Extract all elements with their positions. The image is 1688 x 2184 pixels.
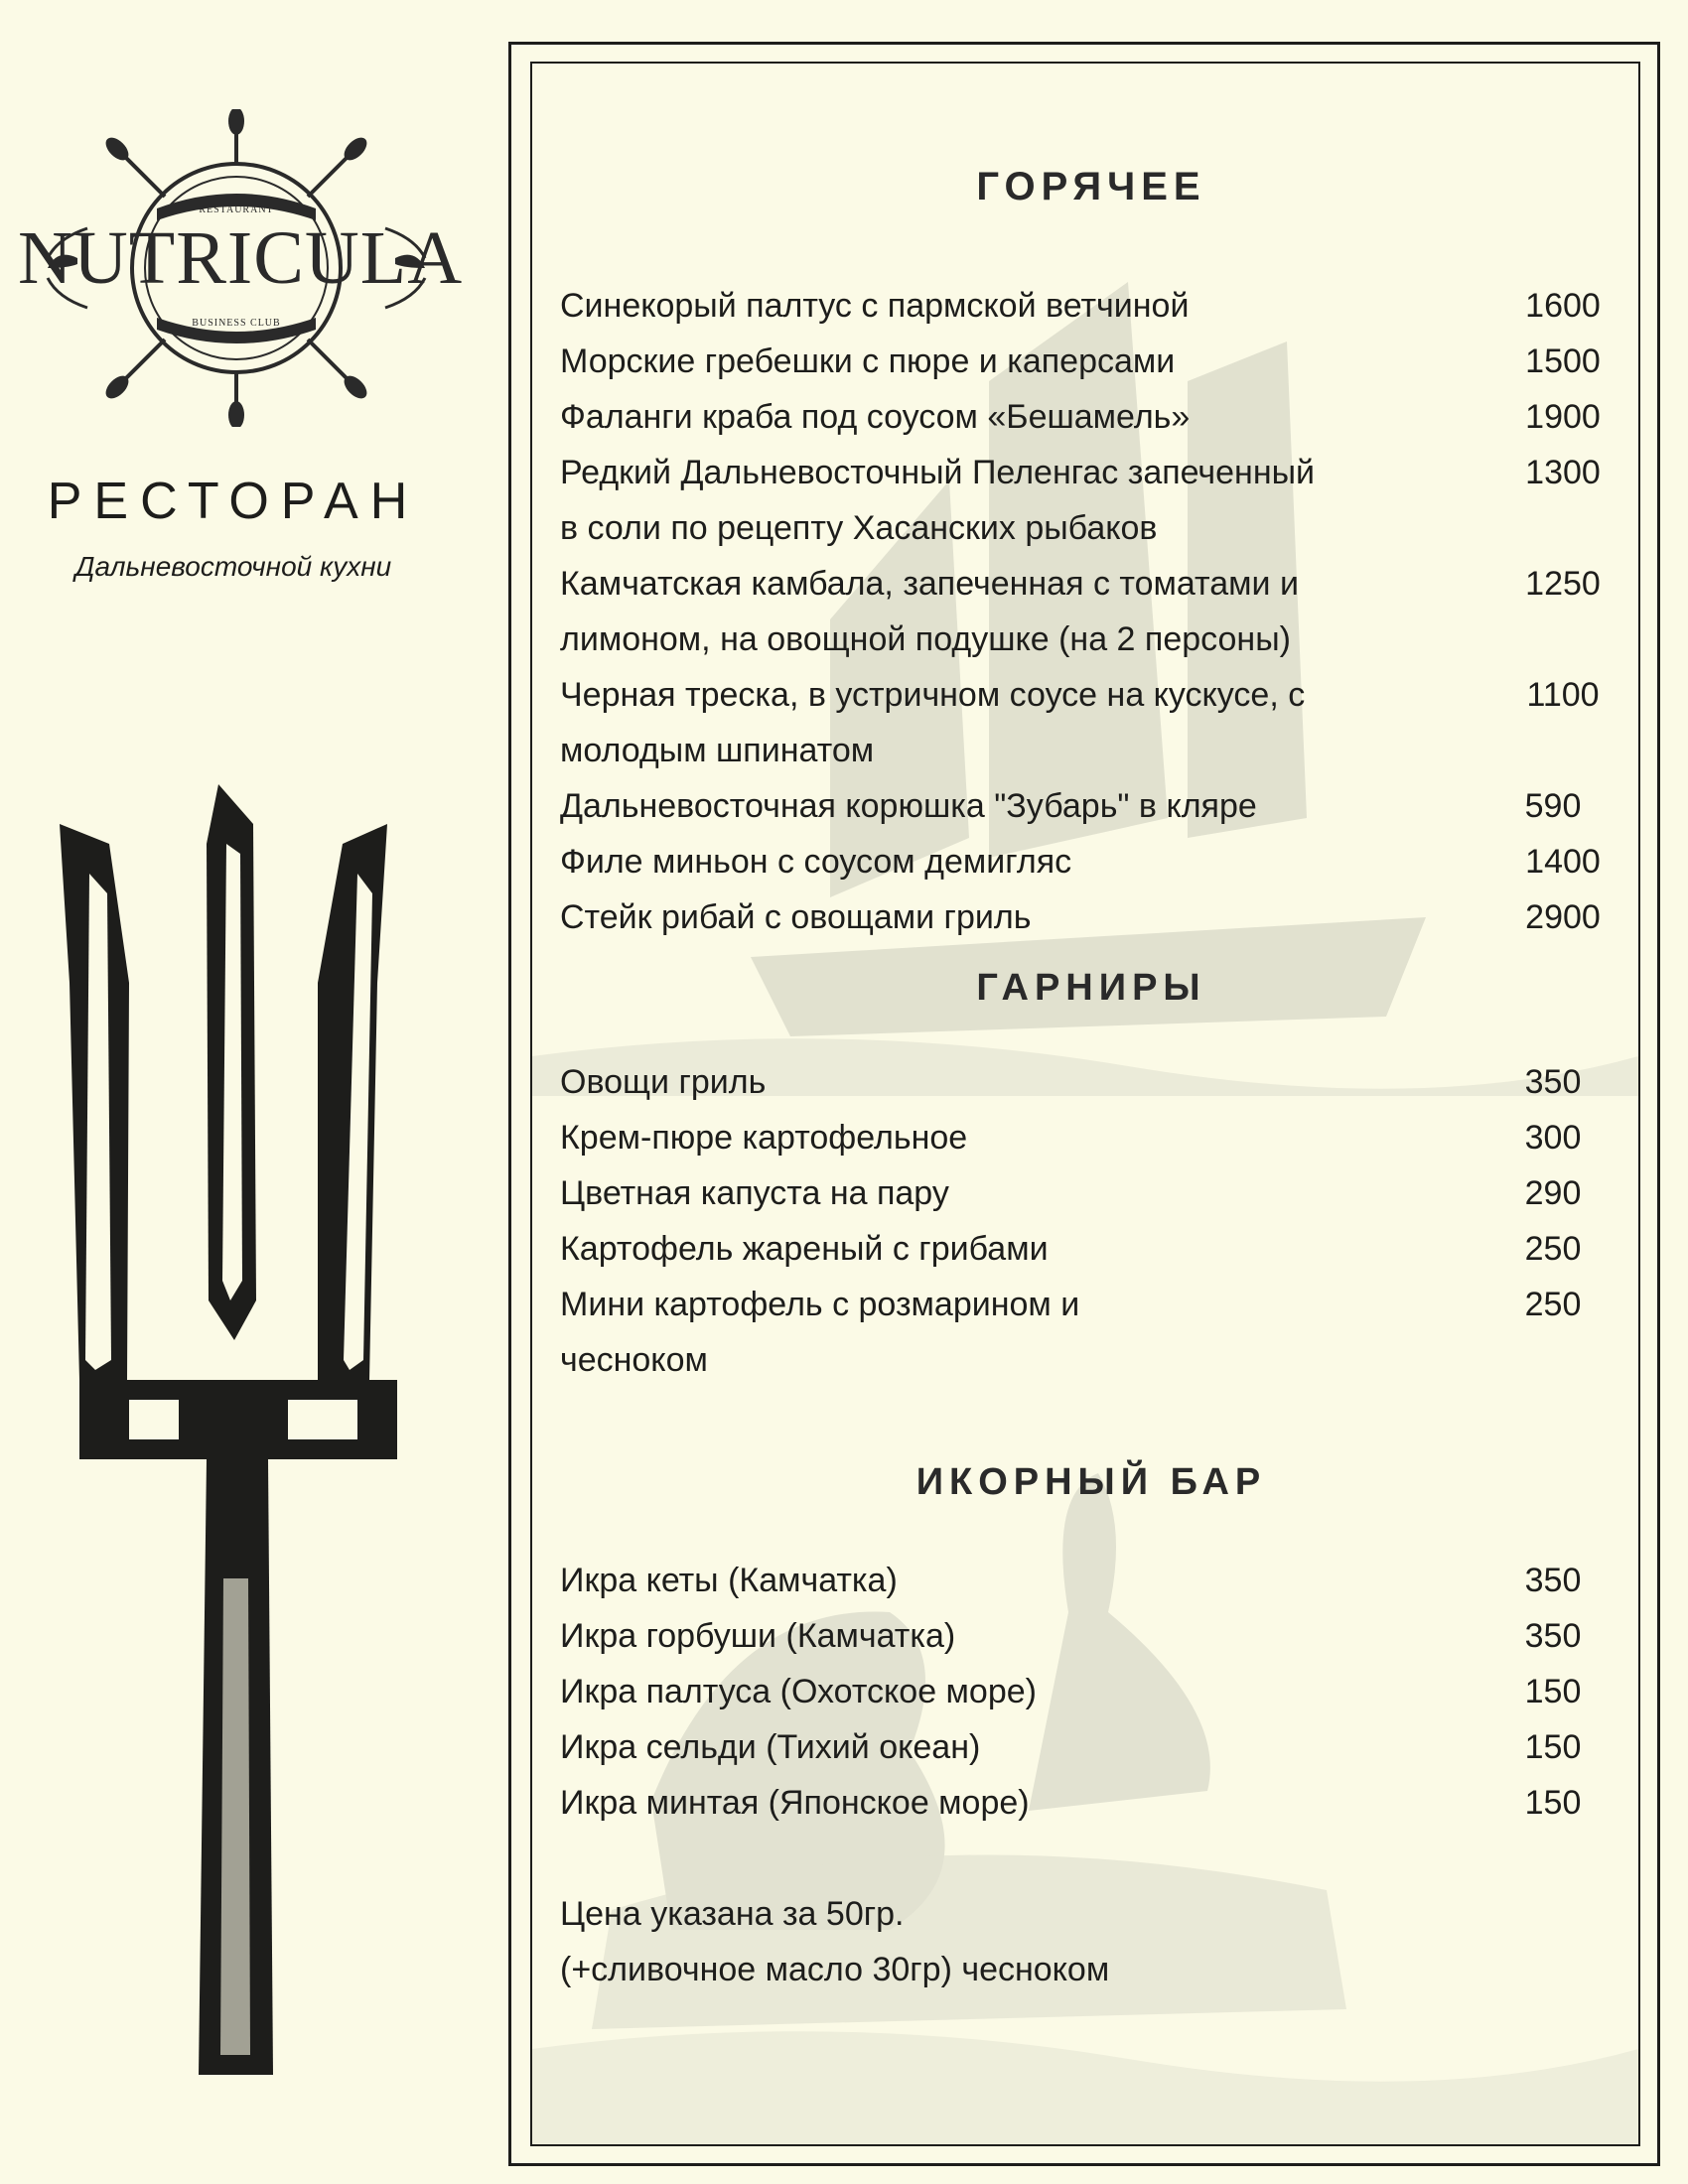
menu-item-price: 300 — [1524, 1119, 1582, 1157]
menu-item-name: Морские гребешки с пюре и каперсами — [560, 342, 1176, 380]
menu-item-name-continued: в соли по рецепту Хасанских рыбаков — [560, 509, 1158, 547]
section-title-sides: ГАРНИРЫ — [976, 967, 1206, 1009]
menu-item — [560, 1110, 1622, 1165]
menu-item — [560, 1054, 1622, 1110]
menu-item-price: 250 — [1524, 1286, 1582, 1323]
menu-item-price: 350 — [1524, 1562, 1582, 1599]
menu-item-name: Синекорый палтус с пармской ветчиной — [560, 287, 1190, 325]
menu-item-name-continued: лимоном, на овощной подушке (на 2 персоны) — [560, 620, 1291, 658]
menu-item-name: Овощи гриль — [560, 1063, 767, 1101]
menu-item-price: 1500 — [1525, 342, 1601, 380]
menu-item-name: Стейк рибай с овощами гриль — [560, 898, 1032, 936]
menu-item — [560, 1553, 1622, 1608]
section-title-hot: ГОРЯЧЕЕ — [976, 165, 1206, 208]
menu-item-price: 150 — [1524, 1728, 1582, 1766]
menu-item-name: Цветная капуста на пару — [560, 1174, 949, 1212]
menu-item-price: 150 — [1524, 1784, 1582, 1822]
menu-item-price: 2900 — [1525, 898, 1601, 936]
left-column — [0, 0, 496, 2184]
restaurant-title: РЕСТОРАН — [47, 473, 420, 530]
menu-item-name: Крем-пюре картофельное — [560, 1119, 968, 1157]
spacer — [560, 1831, 1622, 1886]
menu-item-name: Икра палтуса (Охотское море) — [560, 1673, 1037, 1710]
menu-item-price: 350 — [1524, 1617, 1582, 1655]
price-note: Цена указана за 50гр. — [560, 1895, 905, 1933]
menu-item-price: 1400 — [1525, 843, 1601, 881]
restaurant-subtitle: Дальневосточной кухни — [74, 551, 392, 582]
menu-item — [560, 1221, 1622, 1277]
menu-item — [560, 278, 1622, 334]
menu-item — [560, 389, 1622, 445]
menu-item-name: Икра сельди (Тихий океан) — [560, 1728, 981, 1766]
menu-item-name: Фаланги краба под соусом «Бешамель» — [560, 398, 1191, 436]
menu-item — [560, 667, 1622, 778]
butter-note: (+сливочное масло 30гр) чесноком — [560, 1951, 1110, 1988]
menu-item — [560, 889, 1622, 945]
menu-item — [560, 334, 1622, 389]
sides-menu-list — [560, 1054, 1622, 1388]
menu-item-price: 590 — [1524, 787, 1582, 825]
logo-restaurant-text: RESTAURANT — [199, 205, 274, 215]
menu-item — [560, 778, 1622, 834]
menu-item-price: 1600 — [1525, 287, 1601, 325]
restaurant-logo — [18, 109, 464, 427]
menu-item-price: 1100 — [1526, 676, 1600, 714]
menu-item — [560, 1664, 1622, 1719]
menu-item-name: Филе миньон с соусом демигляс — [560, 843, 1072, 881]
menu-item-name: Дальневосточная корюшка "Зубарь" в кляре — [560, 787, 1257, 825]
menu-item-name-continued: молодым шпинатом — [560, 732, 875, 769]
menu-item — [560, 834, 1622, 889]
logo-business-club-text: BUSINESS CLUB — [192, 318, 281, 329]
logo-wordmark: NUTRICULA — [18, 216, 464, 300]
menu-item-name-continued: чесноком — [560, 1341, 708, 1379]
menu-item-name: Черная треска, в устричном соусе на кускусе, с — [560, 676, 1306, 714]
menu-item-name: Картофель жареный с грибами — [560, 1230, 1049, 1268]
menu-item-price: 150 — [1524, 1673, 1582, 1710]
menu-item-name: Икра кеты (Камчатка) — [560, 1562, 898, 1599]
menu-item — [560, 556, 1622, 667]
section-title-caviar: ИКОРНЫЙ БАР — [915, 1461, 1267, 1503]
menu-item — [560, 445, 1622, 556]
menu-item — [560, 1719, 1622, 1775]
menu-item-price: 1900 — [1525, 398, 1601, 436]
menu-item-name: Икра горбуши (Камчатка) — [560, 1617, 956, 1655]
hot-menu-list — [560, 278, 1622, 945]
menu-item-name: Мини картофель с розмарином и — [560, 1286, 1080, 1323]
menu-item-price: 1300 — [1525, 454, 1601, 491]
menu-item-price: 290 — [1524, 1174, 1582, 1212]
trident-illustration — [60, 784, 417, 2075]
menu-item-name: Редкий Дальневосточный Пеленгас запеченный — [560, 454, 1316, 491]
menu-item-price: 350 — [1524, 1063, 1582, 1101]
menu-item-price: 250 — [1524, 1230, 1582, 1268]
menu-item — [560, 1277, 1622, 1388]
caviar-menu-list — [560, 1553, 1622, 1997]
menu-item — [560, 1775, 1622, 1831]
menu-item-name: Камчатская камбала, запеченная с томатами и — [560, 565, 1299, 603]
menu-item — [560, 1608, 1622, 1664]
menu-item-name: Икра минтая (Японское море) — [560, 1784, 1030, 1822]
menu-item-price: 1250 — [1525, 565, 1601, 603]
menu-item — [560, 1165, 1622, 1221]
